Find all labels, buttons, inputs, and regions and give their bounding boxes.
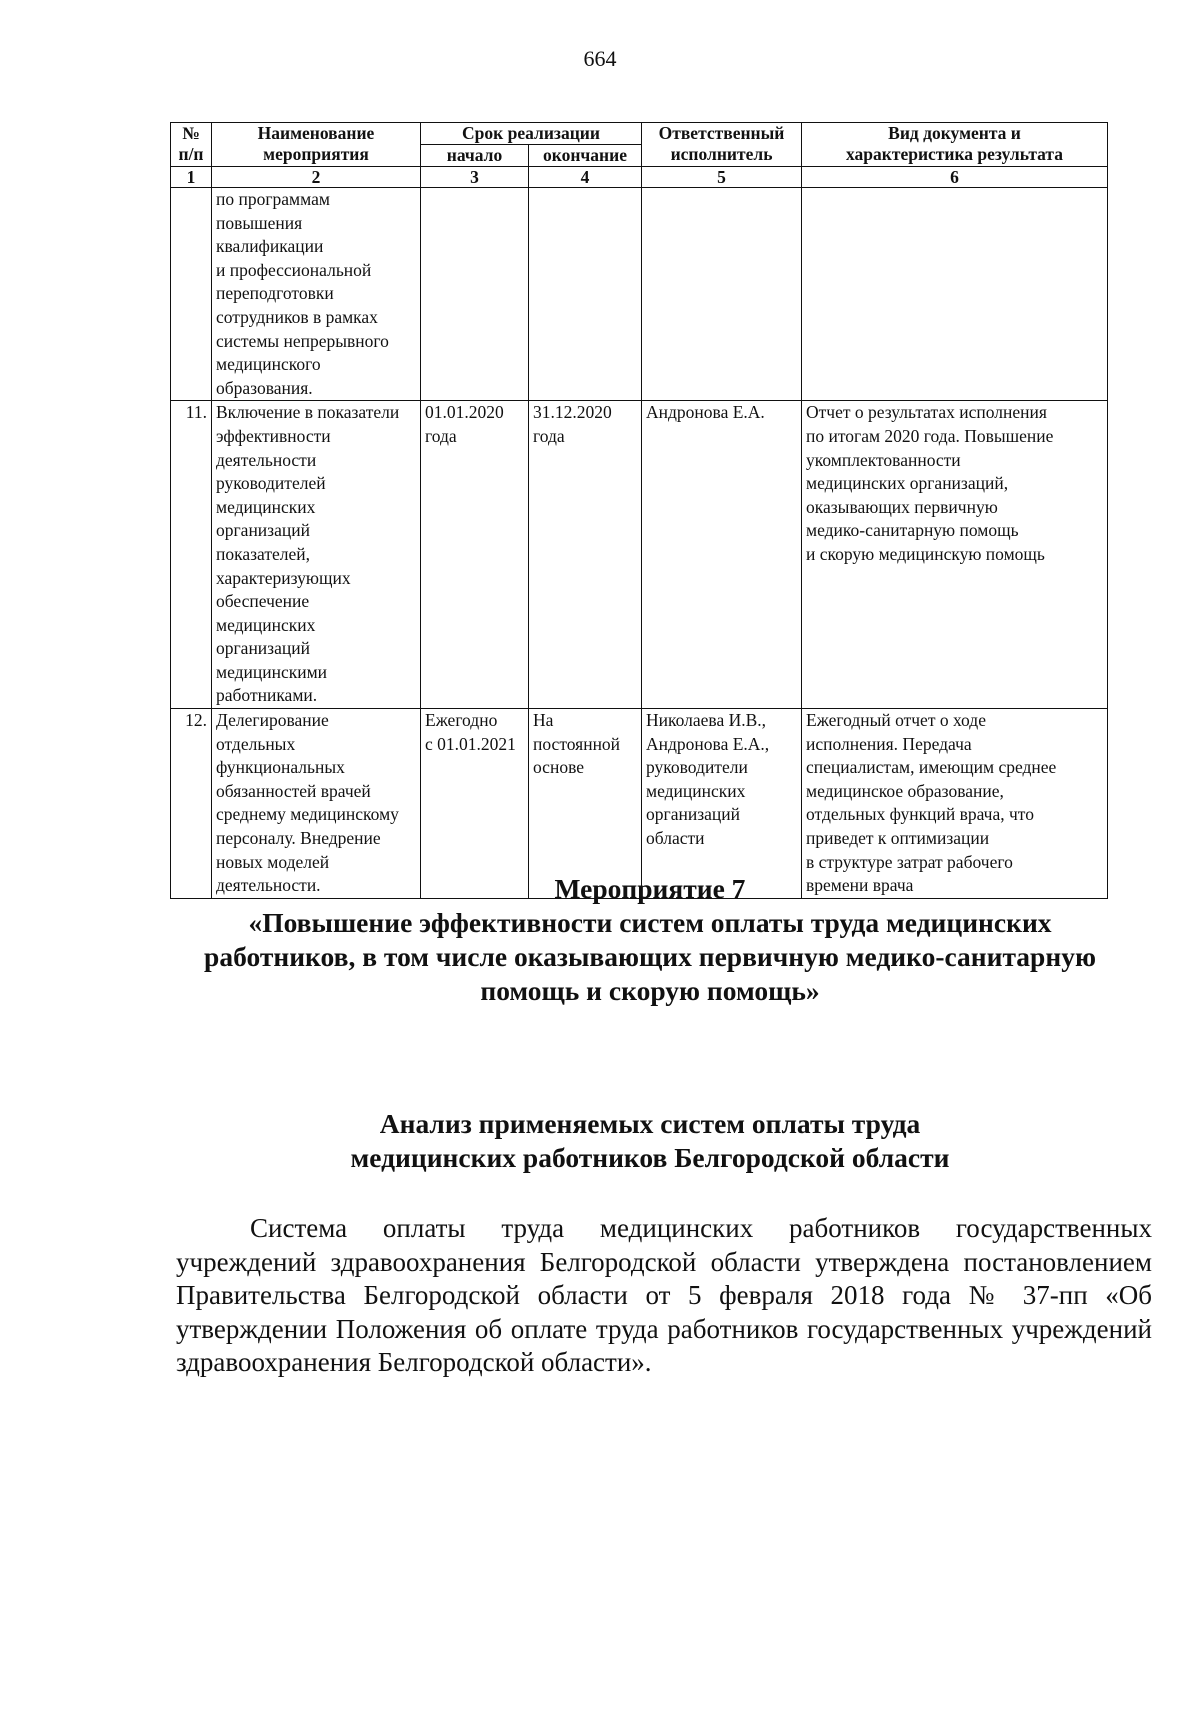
cell-line: медицинское образование, <box>806 780 1004 801</box>
cell-line: организаций <box>216 520 310 541</box>
column-number: 4 <box>529 167 642 188</box>
column-numbers-row <box>171 167 1108 188</box>
cell-start <box>421 709 529 899</box>
cell-line: медицинских <box>216 614 316 635</box>
cell-line: основе <box>533 757 584 778</box>
cell-line: в структуре затрат рабочего <box>806 851 1013 872</box>
cell-line: и скорую медицинскую помощь <box>806 543 1045 564</box>
cell-line: времени врача <box>806 875 914 896</box>
cell-line: года <box>533 425 565 446</box>
cell-line: медико-санитарную помощь <box>806 520 1019 541</box>
cell-line: обязанностей врачей <box>216 780 371 801</box>
cell-line: Отчет о результатах исполнения <box>806 402 1047 423</box>
cell-line: обеспечение <box>216 591 310 612</box>
column-number: 5 <box>642 167 802 188</box>
cell-num: 12. <box>171 709 212 899</box>
cell-line: года <box>425 425 457 446</box>
cell-result <box>802 709 1108 899</box>
cell-line: медицинских организаций, <box>806 473 1009 494</box>
cell-line: Ежегодный отчет о ходе <box>806 710 986 731</box>
cell-line: Андронова Е.А., <box>646 733 770 754</box>
column-number: 3 <box>421 167 529 188</box>
section-title-line: помощь и скорую помощь» <box>480 975 820 1006</box>
section-heading <box>150 872 1150 1008</box>
cell-num <box>171 188 212 401</box>
column-number: 6 <box>802 167 1108 188</box>
cell-name <box>212 188 421 401</box>
cell-line: среднему медицинскому <box>216 804 399 825</box>
cell-line: укомплектованности <box>806 449 961 470</box>
table-row <box>171 709 1108 899</box>
header-result: Вид документа и характеристика результата <box>802 123 1108 167</box>
cell-line: руководителей <box>216 473 326 494</box>
cell-line: по программам <box>216 189 330 209</box>
cell-line: деятельности <box>216 449 317 470</box>
cell-executor <box>642 401 802 709</box>
cell-line: эффективности <box>216 425 331 446</box>
cell-line: с 01.01.2021 <box>425 733 516 754</box>
cell-line: Включение в показатели <box>216 402 400 423</box>
cell-line: постоянной <box>533 733 621 754</box>
cell-line: образования. <box>216 377 313 398</box>
cell-line: Ежегодно <box>425 710 498 731</box>
cell-line: оказывающих первичную <box>806 496 998 517</box>
table-row <box>171 188 1108 401</box>
header-row <box>171 123 1108 145</box>
cell-start <box>421 188 529 401</box>
cell-end <box>529 709 642 899</box>
table-row <box>171 401 1108 709</box>
subheading <box>150 1107 1150 1175</box>
cell-line: На <box>533 710 554 731</box>
cell-line: 31.12.2020 <box>533 402 612 423</box>
cell-executor <box>642 709 802 899</box>
measures-table <box>170 122 1108 899</box>
header-executor: Ответственный исполнитель <box>642 123 802 167</box>
cell-end <box>529 401 642 709</box>
subheading-line: медицинских работников Белгородской области <box>350 1142 950 1173</box>
cell-line: организаций <box>216 638 310 659</box>
header-period: Срок реализации <box>421 123 642 145</box>
cell-line: медицинскими <box>216 661 328 682</box>
header-end: окончание <box>529 145 642 167</box>
cell-line: 01.01.2020 <box>425 402 504 423</box>
cell-line: отдельных <box>216 733 296 754</box>
cell-line: и профессиональной <box>216 259 372 280</box>
cell-line: области <box>646 828 705 849</box>
cell-line: Делегирование <box>216 710 329 731</box>
cell-name <box>212 709 421 899</box>
cell-line: характеризующих <box>216 567 351 588</box>
cell-line: медицинских <box>646 780 746 801</box>
column-number: 2 <box>212 167 421 188</box>
header-name: Наименование мероприятия <box>212 123 421 167</box>
cell-line: показателей, <box>216 543 311 564</box>
cell-line: деятельности. <box>216 875 321 896</box>
section-title: Мероприятие 7 <box>554 873 746 904</box>
body-paragraph: Система оплаты труда медицинских работников государственных учреждений здравоохранения Белгородской области утверждена постановлением Правительства Белгородской области от 5 февраля 2018 года № 37-пп «Об утверждении Положения об оплате труда работников государственных учреждений здравоохранения Белгородской области». <box>176 1213 1152 1377</box>
cell-line: функциональных <box>216 757 345 778</box>
cell-line: повышения <box>216 212 303 233</box>
cell-line: переподготовки <box>216 283 334 304</box>
cell-line: исполнения. Передача <box>806 733 972 754</box>
cell-line: Николаева И.В., <box>646 710 767 731</box>
cell-line: квалификации <box>216 236 324 257</box>
cell-start <box>421 401 529 709</box>
cell-line: руководители <box>646 757 748 778</box>
subheading-line: Анализ применяемых систем оплаты труда <box>379 1108 921 1139</box>
cell-line: медицинских <box>216 496 316 517</box>
column-number: 1 <box>171 167 212 188</box>
cell-line: Андронова Е.А. <box>646 402 765 423</box>
cell-line: специалистам, имеющим среднее <box>806 757 1057 778</box>
cell-line: новых моделей <box>216 851 330 872</box>
cell-line: сотрудников в рамках <box>216 306 378 327</box>
cell-line: системы непрерывного <box>216 330 389 351</box>
cell-num: 11. <box>171 401 212 709</box>
header-start: начало <box>421 145 529 167</box>
cell-name <box>212 401 421 709</box>
cell-line: персоналу. Внедрение <box>216 828 381 849</box>
cell-line: медицинского <box>216 354 321 375</box>
cell-line: работниками. <box>216 685 318 706</box>
page-number: 664 <box>583 46 617 71</box>
cell-line: организаций <box>646 804 740 825</box>
cell-line: по итогам 2020 года. Повышение <box>806 425 1054 446</box>
cell-result <box>802 401 1108 709</box>
cell-line: приведет к оптимизации <box>806 828 990 849</box>
section-title-line: работников, в том числе оказывающих первичную медико-санитарную <box>204 941 1096 972</box>
cell-result <box>802 188 1108 401</box>
header-num: № п/п <box>171 123 212 167</box>
cell-end <box>529 188 642 401</box>
cell-line: отдельных функций врача, что <box>806 804 1034 825</box>
section-title-line: «Повышение эффективности систем оплаты труда медицинских <box>248 907 1052 938</box>
cell-executor <box>642 188 802 401</box>
